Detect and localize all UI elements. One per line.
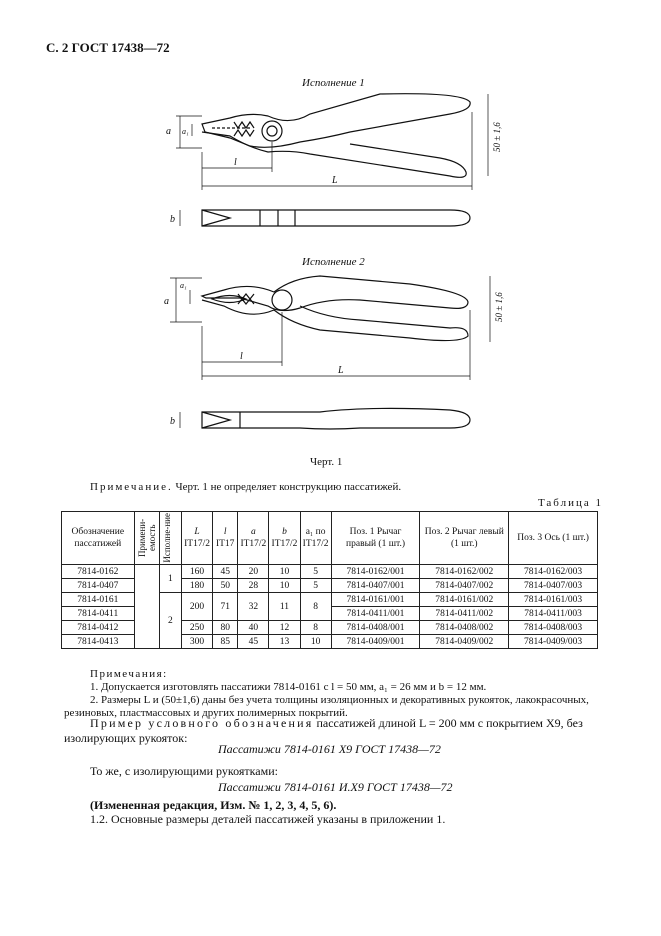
dim2-b-label: b [170,416,175,427]
note-1-text: Черт. 1 не определяет конструкцию пассатижей. [172,481,402,493]
dim-a-label: a [166,126,171,137]
table-row: 7814-0407 180 50 28 10 5 7814-0407/001 7814-0407/002 7814-0407/003 [62,579,598,593]
th-a1: a₁ по IT17/2 [300,512,331,565]
th-designation: Обозначение пассатижей [62,512,135,565]
th-a: a IT17/2 [238,512,269,565]
table-row: 7814-0411 7814-0411/001 7814-0411/002 7814-0411/003 [62,607,598,621]
table-row: 7814-0413 300 85 45 13 10 7814-0409/001 7814-0409/002 7814-0409/003 [62,635,598,649]
clause-1-2: 1.2. Основные размеры деталей пассатижей указаны в приложении 1. [90,812,446,826]
th-applicability: Примени-емость [134,512,159,565]
dim-l-label: l [234,157,237,168]
pliers-drawing-2 [150,270,520,440]
table-row: 7814-0162 1 160 45 20 10 5 7814-0162/001 7814-0162/002 7814-0162/003 [62,565,598,579]
th-pos1: Поз. 1 Рычаг правый (1 шт.) [331,512,420,565]
th-pos2: Поз. 2 Рычаг левый (1 шт.) [420,512,509,565]
example-designation-1: Пассатижи 7814-0161 Х9 ГОСТ 17438—72 [218,742,441,756]
th-l: l IT17 [213,512,238,565]
dim2-l-label: l [240,351,243,362]
table-title: Таблица 1 [537,497,603,509]
example-same: То же, с изолирующими рукоятками: [90,764,278,778]
th-L: L IT17/2 [182,512,213,565]
note-item-2: 2. Размеры L и (50±1,6) даны без учета толщины изоляционных и декоративных рукояток, лакокрасочных, резиновых, пластмассовых и других полимерных покрытий. [64,694,589,719]
th-b: b IT17/2 [269,512,300,565]
note-1-label: Примечание. [90,481,173,493]
note-item-1: 1. Допускается изготовлять пассатижи 7814-0161 с l = 50 мм, a₁ = 26 мм и b = 12 мм. [90,681,487,693]
page-header: С. 2 ГОСТ 17438—72 [46,40,170,55]
version-1: 1 [159,565,181,593]
dim2-a-label: a [164,296,169,307]
dim-a1-label: a₁ [182,127,189,136]
note-1 [90,481,401,493]
dim-L-label: L [332,175,338,186]
dim2-L-label: L [338,365,344,376]
notes-title: Примечания: [90,668,168,680]
example-intro: Пример условного обозначения [90,716,314,730]
example-rest: пассатижей длиной L = 200 мм с покрытием Х9, без изолирующих рукояток: [64,716,583,745]
table-row: 7814-0412 250 80 40 12 8 7814-0408/001 7814-0408/002 7814-0408/003 [62,621,598,635]
dim2-a1-label: a₁ [180,281,187,290]
dim-height-label: 50 ± 1,6 [492,122,502,152]
example-designation-2: Пассатижи 7814-0161 И.Х9 ГОСТ 17438—72 [218,780,453,794]
pliers-drawing-1 [150,92,520,232]
drawing1-caption: Исполнение 1 [302,77,365,89]
amendment-note: (Измененная редакция, Изм. № 1, 2, 3, 4, 5, 6). [90,798,337,812]
drawing2-caption: Исполнение 2 [302,256,365,268]
dim-b-label: b [170,214,175,225]
figure-caption: Черт. 1 [310,456,343,468]
table-row: 7814-0161 2 200 71 32 11 8 7814-0161/001 7814-0161/002 7814-0161/003 [62,593,598,607]
version-2: 2 [159,593,181,649]
table-notes [64,668,610,720]
dim2-height-label: 50 ± 1,6 [494,292,504,322]
th-pos3: Поз. 3 Ось (1 шт.) [509,512,598,565]
spec-table [61,511,598,649]
th-version: Исполне-ние [159,512,181,565]
